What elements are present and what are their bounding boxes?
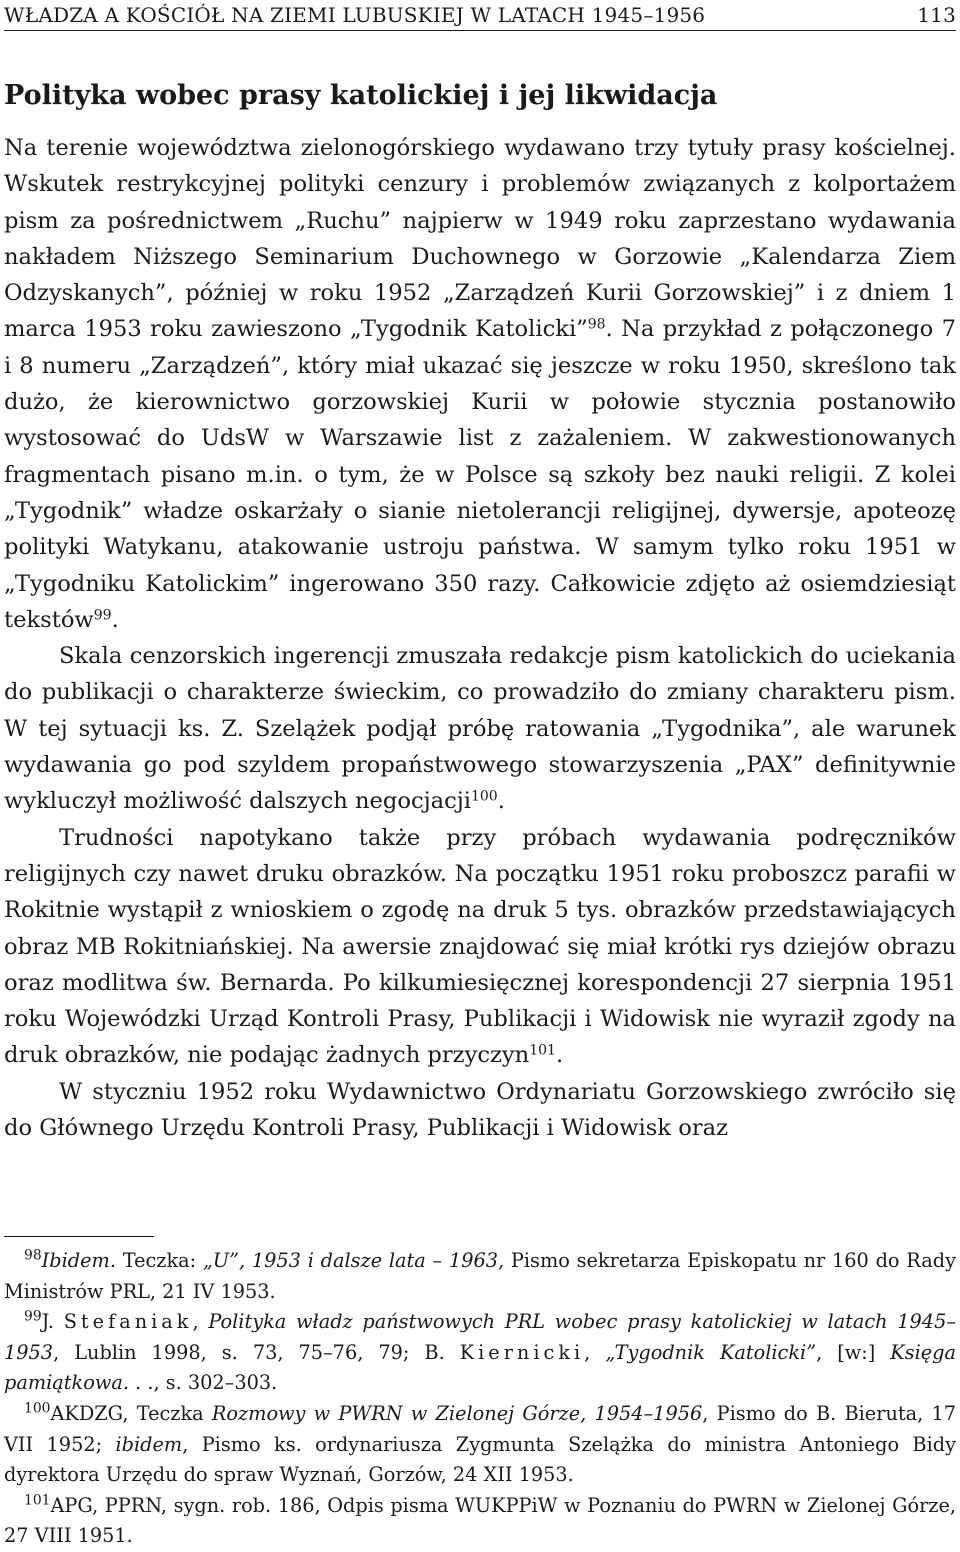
- footnotes: [4, 1246, 956, 1552]
- paragraph-3-text-b: .: [555, 1042, 564, 1069]
- page-number: 113: [917, 3, 956, 27]
- footnote-98: [4, 1246, 956, 1307]
- footnote-italic: Rozmowy w PWRN w Zielonej Górze, 1954–1956: [211, 1401, 703, 1425]
- footnote-text: , Pismo ks. ordynariusza Zygmunta Szelążka do ministra Antoniego Bidy dyrektora Urzędu do spraw Wyznań, Gorzów, 24 XII 1953.: [4, 1432, 957, 1487]
- footnote-italic: Księga pamiątkowa. . .: [4, 1340, 956, 1395]
- section-title: Polityka wobec prasy katolickiej i jej likwidacja: [4, 80, 718, 111]
- footnote-italic: Polityka władz państwowych PRL wobec prasy katolickiej w latach 1945–1953: [4, 1310, 956, 1364]
- footnote-text: , Lublin 1998, s. 73, 75–76, 79; B.: [53, 1340, 460, 1364]
- author-name: Kiernicki: [459, 1340, 585, 1364]
- paragraph-1-text-c: .: [111, 606, 119, 633]
- footnote-99: [4, 1307, 956, 1399]
- footnote-text: Pismo sekretarza Episkopatu nr 160 do Rady Ministrów PRL, 21 IV 1953.: [4, 1249, 956, 1303]
- footnote-text: , Pismo do B. Bieruta, 17 VII 1952;: [4, 1401, 956, 1456]
- running-head: [4, 0, 956, 31]
- footnote-italic: Ibidem.: [41, 1249, 116, 1272]
- paragraph-2-text-a: Skala cenzorskich ingerencji zmuszała redakcje pism katolickich do uciekania do publikacji o charakterze świeckim, co prowadziło do zmiany charakteru pism. W tej sytuacji ks. Z. Szelążek podjął próbę ratowania „Tygodnika”, ale warunek wydawania go pod szyldem propaństwowego stowarzyszenia „PAX” definitywnie wykluczył możliwość dalszych negocjacji: [4, 643, 956, 815]
- footnote-number: 101: [24, 1492, 51, 1509]
- footnote-number: 98: [24, 1247, 42, 1264]
- paragraph-2-text-b: .: [497, 788, 505, 815]
- footnote-101: [4, 1491, 956, 1552]
- footnote-number: 99: [24, 1308, 42, 1325]
- footnote-ref-98: 98: [587, 316, 606, 333]
- paragraph-3-text-a: Trudności napotykano także przy próbach wydawania podręczników religijnych czy nawet druku obrazków. Na początku 1951 roku proboszcz parafii w Rokitnie wystąpił z wnioskiem o zgodę na druk 5 tys. obrazków przedstawiających obraz MB Rokitniańskiej. Na awersie znajdować się miał krótki rys dziejów obrazu oraz modlitwa św. Bernarda. Po kilkumiesięcznej korespondencji 27 sierpnia 1951 roku Wojewódzki Urząd Kontroli Prasy, Publikacji i Widowisk nie wyraził zgody na druk obrazków, nie podając żadnych przyczyn: [4, 824, 956, 1069]
- paragraph-1-text-b: . Na przykład z połączonego 7 i 8 numeru „Zarządzeń”, który miał ukazać się jeszcze w roku 1950, skreślono tak dużo, że kierownictwo gorzowskiej Kurii w połowie stycznia postanowiło wystosować do UdsW w Warszawie list z zażaleniem. W zakwestionowanych fragmentach pisano m.in. o tym, że w Polsce są szkoły bez nauki religii. Z kolei „Tygodnik” władze oskarżały o sianie nietolerancji religijnej, dywersje, apoteozę polityki Watykanu, atakowanie ustroju państwa. W samym tylko roku 1951 w „Tygodniku Katolickim” ingerowano 350 razy. Całkowicie zdjęto aż osiemdziesiąt tekstów: [4, 316, 956, 633]
- footnote-ref-101: 101: [529, 1042, 556, 1059]
- running-head-title: WŁADZA A KOŚCIÓŁ NA ZIEMI LUBUSKIEJ W LATACH 1945–1956: [4, 3, 706, 27]
- footnote-text: Teczka:: [115, 1249, 203, 1272]
- footnote-italic: ibidem: [115, 1432, 183, 1456]
- paragraph-1-text-a: Na terenie województwa zielonogórskiego wydawano trzy tytuły prasy kościelnej. Wskutek restrykcyjnej polityki cenzury i problemów związanych z kolportażem pism za pośrednictwem „Ruchu” najpierw w 1949 roku zaprzestano wydawania nakładem Niższego Seminarium Duchownego w Gorzowie „Kalendarza Ziem Odzyskanych”, później w roku 1952 „Zarządzeń Kurii Gorzowskiej” i z dniem 1 marca 1953 roku zawieszono „Tygodnik Katolicki”: [4, 135, 956, 343]
- footnote-text: ,: [584, 1340, 606, 1364]
- body-text: [4, 130, 956, 1146]
- author-name: Stefaniak: [63, 1310, 193, 1334]
- footnote-ref-99: 99: [93, 607, 112, 624]
- footnote-italic: „Tygodnik Katolicki”: [605, 1340, 817, 1364]
- paragraph-1: [4, 130, 956, 638]
- footnote-italic: „U”, 1953 i dalsze lata – 1963,: [202, 1249, 505, 1272]
- footnote-text: , s. 302–303.: [153, 1371, 278, 1395]
- footnote-text: ,: [192, 1310, 209, 1334]
- footnote-text: , [w:]: [816, 1340, 891, 1364]
- footnote-ref-100: 100: [470, 788, 498, 805]
- footnote-text: APG, PPRN, sygn. rob. 186, Odpis pisma WUKPPiW w Poznaniu do PWRN w Zielonej Górze, 27 VIII 1951.: [4, 1493, 956, 1548]
- footnote-100: [4, 1399, 956, 1491]
- footnote-text: AKDZG, Teczka: [50, 1401, 212, 1425]
- footnote-number: 100: [24, 1400, 51, 1417]
- footnote-separator: [4, 1236, 154, 1237]
- footnote-text: J.: [41, 1310, 64, 1334]
- paragraph-3: [4, 820, 956, 1074]
- paragraph-2: [4, 638, 956, 819]
- paragraph-4: W styczniu 1952 roku Wydawnictwo Ordynariatu Gorzowskiego zwróciło się do Głównego Urzędu Kontroli Prasy, Publikacji i Widowisk oraz: [4, 1078, 956, 1142]
